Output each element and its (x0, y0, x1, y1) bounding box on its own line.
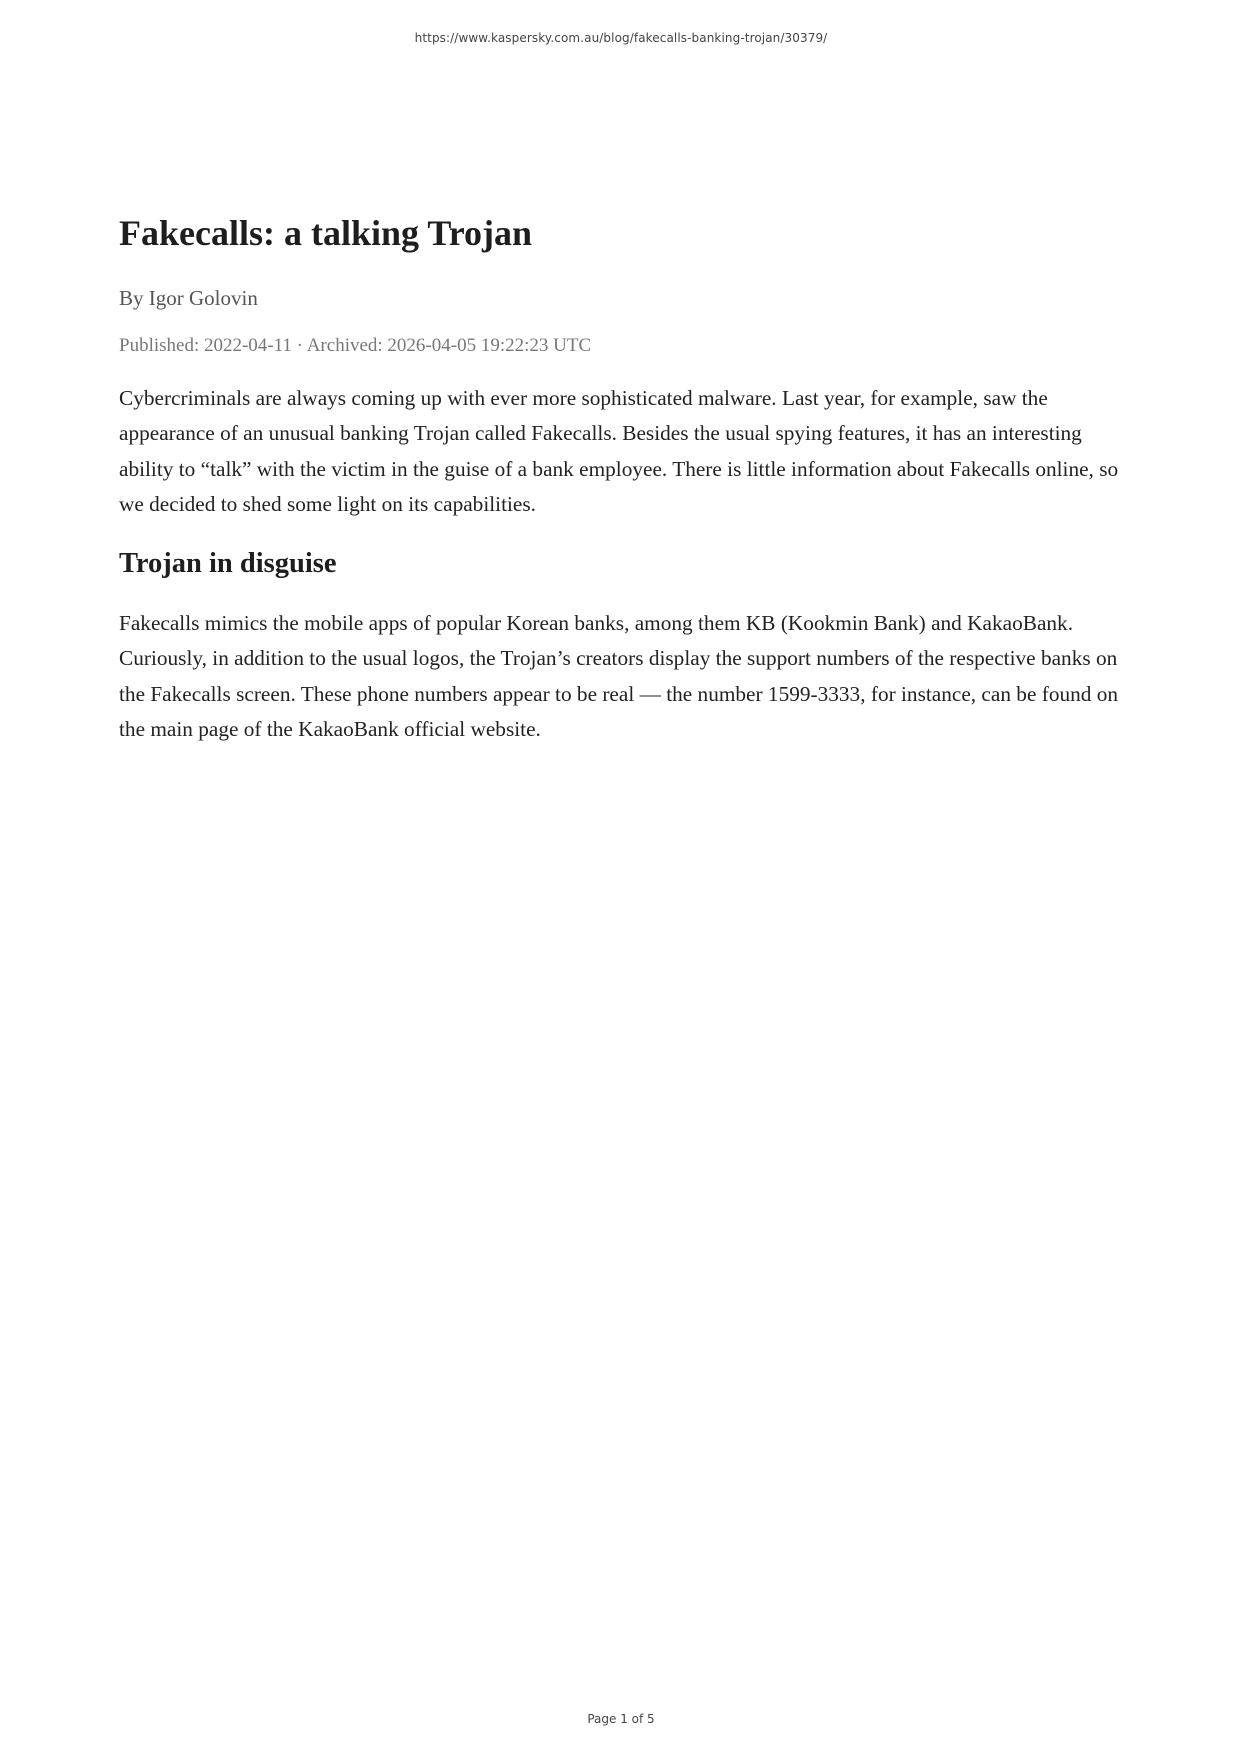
article (119, 210, 1129, 747)
publish-archive-dates: Published: 2022-04-11 · Archived: 2026-04-05 19:22:23 UTC (119, 335, 592, 356)
page-url: https://www.kaspersky.com.au/blog/fakecalls-banking-trojan/30379/ (414, 31, 828, 45)
intro-paragraph: Cybercriminals are always coming up with ever more sophisticated malware. Last year, for example, saw the appearance of an unusual banking Trojan called Fakecalls. Besides the usual spying features, it has an interesting ability to “talk” with the victim in the guise of a bank employee. There is little information about Fakecalls online, so we decided to shed some light on its capabilities. (119, 386, 1119, 516)
article-title: Fakecalls: a talking Trojan (119, 213, 533, 253)
page-number: Page 1 of 5 (587, 1712, 655, 1726)
author-byline: By Igor Golovin (119, 286, 258, 310)
section-heading: Trojan in disguise (119, 548, 337, 580)
section-paragraph: Fakecalls mimics the mobile apps of popular Korean banks, among them KB (Kookmin Bank) and KakaoBank. Curiously, in addition to the usual logos, the Trojan’s creators display the support numbers of the respective banks on the Fakecalls screen. These phone numbers appear to be real — the number 1599-3333, for instance, can be found on the main page of the KakaoBank official website. (119, 611, 1119, 742)
